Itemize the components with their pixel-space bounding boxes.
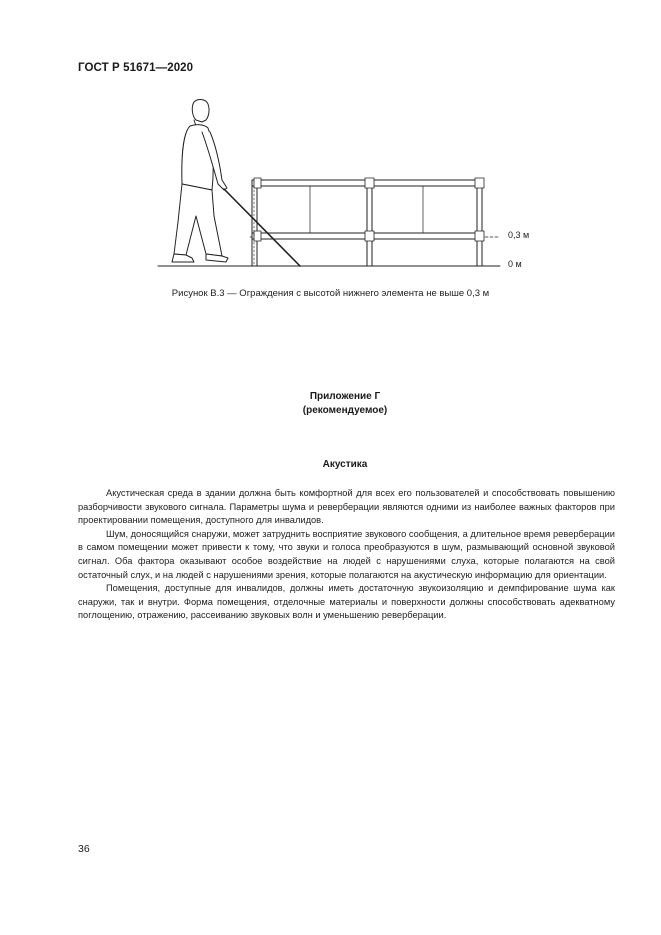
appendix-subtitle: (рекомендуемое) bbox=[302, 405, 388, 416]
railing-post-middle bbox=[367, 180, 372, 266]
section-body bbox=[78, 487, 615, 623]
paragraph: Шум, доносящийся снаружи, может затруднить восприятие звукового сообщения, а длительное время реверберации в самом помещении может привести к тому, что звуки и голоса преобразуются в шум, размывающий основной звуковой сигнал. Оба фактора оказывают особое воздействие на людей с нарушениями слуха, которые полагаются на свой остаточный слух, и на людей с нарушениями зрения, которые полагаются на акустическую информацию для ориентации. bbox=[78, 528, 615, 580]
railing-post-right bbox=[477, 180, 482, 266]
level-ground-label: 0 м bbox=[508, 259, 522, 269]
figure-caption: Рисунок В.3 — Ограждения с высотой нижнего элемента не выше 0,3 м bbox=[171, 288, 490, 299]
paragraph: Помещения, доступные для инвалидов, должны иметь достаточную звукоизоляцию и демпфирование шума как снаружи, так и внутри. Форма помещения, отделочные материалы и поверхности должны способствовать адекватному поглощению, отражению, рассеиванию звуковых волн и уменьшению реверберации. bbox=[78, 583, 615, 621]
appendix-title: Приложение Г bbox=[309, 391, 381, 402]
railing-post-left bbox=[252, 180, 257, 266]
level-upper-label: 0,3 м bbox=[508, 230, 530, 240]
section-title: Акустика bbox=[322, 459, 368, 470]
document-header: ГОСТ Р 51671—2020 bbox=[78, 62, 194, 74]
railing-illustration bbox=[150, 92, 530, 272]
railing-figure bbox=[150, 92, 530, 272]
paragraph: Акустическая среда в здании должна быть комфортной для всех его пользователей и способствовать повышению разборчивости звукового сигнала. Параметры шума и реверберации являются одними из наиболее важных факторов при проектировании помещения, доступного для инвалидов. bbox=[78, 488, 615, 526]
page-number: 36 bbox=[78, 843, 90, 855]
